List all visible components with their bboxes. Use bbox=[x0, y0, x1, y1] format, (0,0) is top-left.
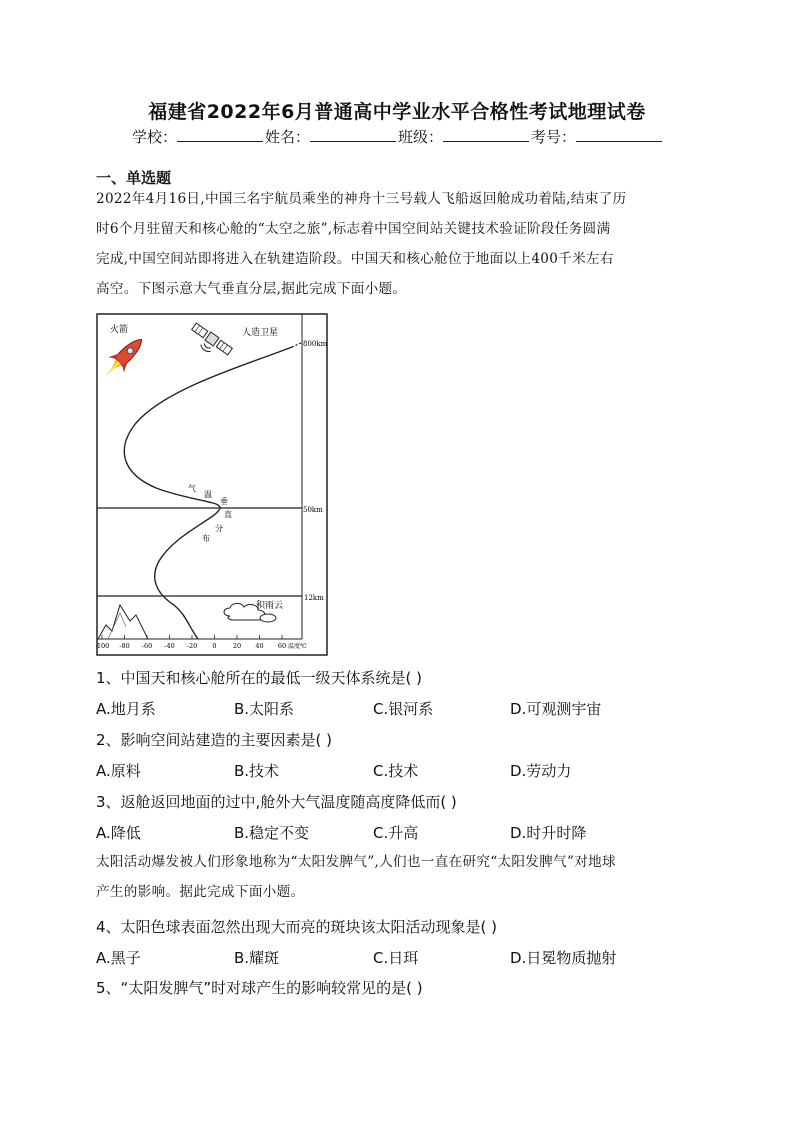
q3-option-c[interactable]: C.升高 bbox=[373, 824, 419, 842]
curve-label-char: 气 bbox=[188, 484, 196, 493]
q3-option-d[interactable]: D.时升时降 bbox=[510, 824, 587, 842]
satellite-label: 人造卫星 bbox=[242, 328, 279, 338]
class-label: 班级： bbox=[398, 128, 444, 146]
rocket-label: 火箭 bbox=[110, 325, 129, 335]
x-tick-label: -80 bbox=[119, 642, 130, 650]
q2-option-b[interactable]: B.技术 bbox=[234, 762, 280, 780]
x-axis-unit: 温度℃ bbox=[288, 643, 307, 650]
passage-line: 2022年4月16日,中国三名宇航员乘坐的神舟十三号载人飞船返回舱成功着陆,结束了历 bbox=[96, 191, 627, 207]
name-label: 姓名： bbox=[264, 128, 310, 146]
curve-label-char: 分 bbox=[215, 524, 223, 533]
exam-title: 福建省2022年6月普通高中学业水平合格性考试地理试卷 bbox=[148, 101, 646, 123]
atmosphere-diagram bbox=[96, 313, 328, 656]
height-label-50: 50km bbox=[303, 506, 323, 514]
curve-label-char: 布 bbox=[202, 534, 210, 543]
x-tick-label: -20 bbox=[186, 642, 198, 650]
question-2-stem: 2、影响空间站建造的主要因素是( ) bbox=[96, 731, 333, 749]
number-label: 考号： bbox=[531, 128, 577, 146]
student-info-line bbox=[0, 126, 794, 147]
question-5-stem: 5、“太阳发脾气”时对球产生的影响较常见的是( ) bbox=[96, 979, 423, 997]
question-3-stem: 3、返舱返回地面的过中,舱外大气温度随高度降低而( ) bbox=[96, 793, 457, 811]
name-blank[interactable] bbox=[310, 127, 396, 142]
q1-option-a[interactable]: A.地月系 bbox=[96, 700, 156, 718]
x-tick-label: 0 bbox=[212, 642, 217, 650]
passage-1 bbox=[96, 184, 696, 304]
q2-option-c[interactable]: C.技术 bbox=[373, 762, 419, 780]
school-label: 学校： bbox=[131, 128, 177, 146]
q3-option-a[interactable]: A.降低 bbox=[96, 824, 141, 842]
atmosphere-diagram-svg bbox=[96, 313, 328, 656]
school-blank[interactable] bbox=[177, 127, 263, 142]
q1-option-b[interactable]: B.太阳系 bbox=[234, 700, 295, 718]
passage-line: 太阳活动爆发被人们形象地称为“太阳发脾气”,人们也一直在研究“太阳发脾气”对地球 bbox=[96, 854, 616, 870]
x-tick-label: -60 bbox=[141, 642, 153, 650]
cloud-label: 积雨云 bbox=[256, 601, 284, 611]
class-blank[interactable] bbox=[443, 127, 529, 142]
q4-option-a[interactable]: A.黑子 bbox=[96, 949, 141, 967]
q4-option-d[interactable]: D.日冕物质抛射 bbox=[510, 949, 617, 967]
q3-option-b[interactable]: B.稳定不变 bbox=[234, 824, 310, 842]
x-tick-label: 40 bbox=[255, 642, 264, 650]
passage-line: 完成,中国空间站即将进入在轨建造阶段。中国天和核心舱位于地面以上400千米左右 bbox=[96, 251, 614, 267]
q1-option-d[interactable]: D.可观测宇宙 bbox=[510, 700, 602, 718]
curve-label-char: 直 bbox=[224, 510, 232, 519]
q4-option-b[interactable]: B.耀斑 bbox=[234, 949, 280, 967]
q2-option-a[interactable]: A.原料 bbox=[96, 762, 141, 780]
x-tick-label: 60 bbox=[277, 642, 287, 650]
x-tick-label: -100 bbox=[96, 642, 110, 650]
q4-option-c[interactable]: C.日珥 bbox=[373, 949, 419, 967]
passage-line: 高空。下图示意大气垂直分层,据此完成下面小题。 bbox=[96, 281, 407, 297]
passage-line: 时6个月驻留天和核心舱的“太空之旅”,标志着中国空间站关键技术验证阶段任务圆满 bbox=[96, 221, 611, 237]
x-tick-label: 20 bbox=[232, 642, 242, 650]
question-1-stem: 1、中国天和核心舱所在的最低一级天体系统是( ) bbox=[96, 669, 423, 687]
number-blank[interactable] bbox=[576, 127, 662, 142]
q1-option-c[interactable]: C.银河系 bbox=[373, 700, 434, 718]
q2-option-d[interactable]: D.劳动力 bbox=[510, 762, 572, 780]
x-tick-label: -40 bbox=[164, 642, 175, 650]
height-label-800: 800km bbox=[303, 340, 328, 348]
height-label-12: 12km bbox=[304, 594, 324, 602]
section-heading: 一、单选题 bbox=[96, 169, 172, 187]
curve-label-char: 温 bbox=[204, 490, 212, 499]
passage-2 bbox=[96, 847, 696, 907]
diagram-frame bbox=[97, 314, 327, 655]
question-4-stem: 4、太阳色球表面忽然出现大而亮的斑块该太阳活动现象是( ) bbox=[96, 918, 498, 936]
curve-label-char: 垂 bbox=[220, 497, 228, 506]
passage-line: 产生的影响。据此完成下面小题。 bbox=[96, 884, 305, 900]
